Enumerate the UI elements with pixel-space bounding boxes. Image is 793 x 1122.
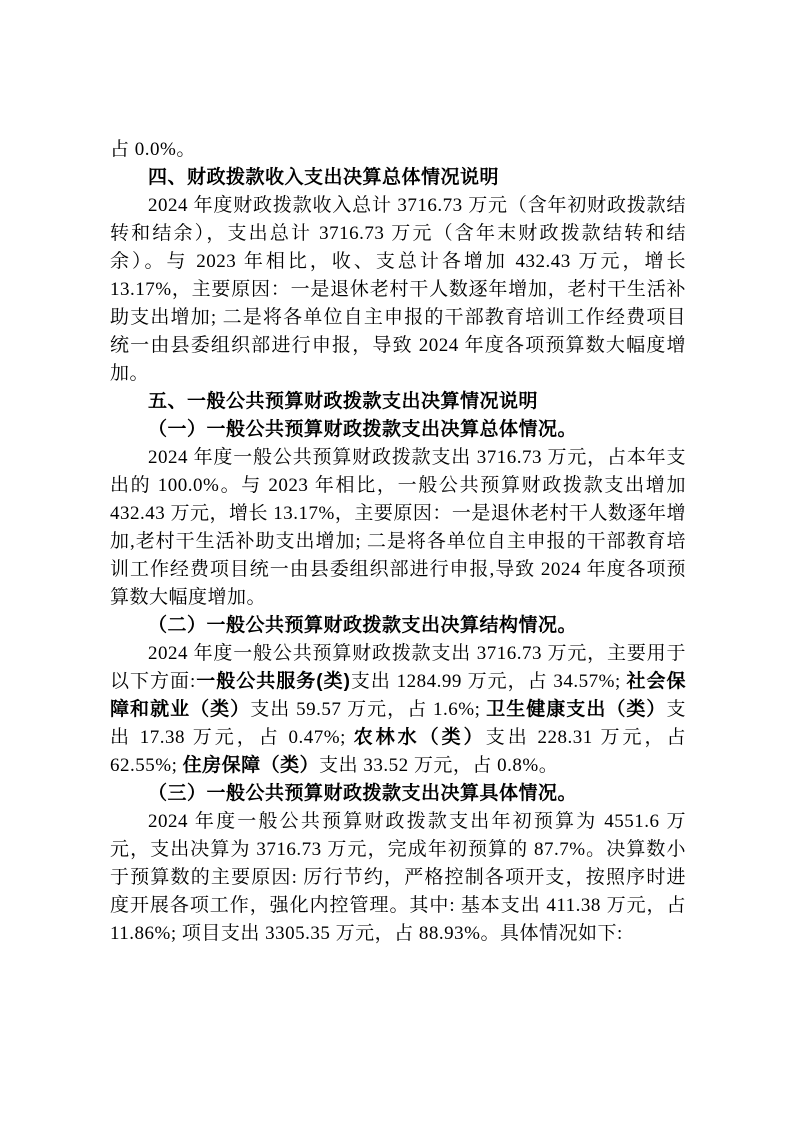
section-5-sub2-paragraph — [110, 640, 686, 780]
text-segment: 2024 年度一般公共预算财政拨款支出 3716.73 万元，主要用于以下方面: — [110, 643, 686, 692]
expenditure-category: 住房保障（类） — [182, 755, 320, 776]
expenditure-category: 农林水（类） — [353, 727, 486, 748]
text-segment: 支出 17.38 万元，占 0.47%; — [110, 699, 686, 748]
section-5-sub1-heading: （一）一般公共预算财政拨款支出决算总体情况。 — [148, 419, 578, 440]
expenditure-category: 社会保障和就业（类） — [110, 671, 687, 720]
text-segment: 支出 228.31 万元，占 62.55%; — [110, 727, 686, 776]
text-segment: 支出 33.52 万元，占 0.8%。 — [319, 755, 559, 776]
section-5-heading: 五、一般公共预算财政拨款支出决算情况说明 — [148, 391, 539, 412]
section-5-sub3-paragraph: 2024 年度一般公共预算财政拨款支出年初预算为 4551.6 万元，支出决算为 3716.73 万元，完成年初预算的 87.7%。决算数小于预算数的主要原因: 厉行节约，严格控制各项开支，按照序时进度开展各项工作，强化内控管理。其中: 基本支出 411.38 万元，占 11.86%; 项目支出 3305.35 万元，占 88.93%。具体情况如下: — [110, 811, 686, 944]
expenditure-category: 卫生健康支出（类） — [486, 699, 667, 720]
section-5-sub2-heading: （二）一般公共预算财政拨款支出决算结构情况。 — [148, 615, 578, 636]
continuation-paragraph: 占 0.0%。 — [110, 139, 196, 160]
section-4-heading: 四、财政拨款收入支出决算总体情况说明 — [148, 167, 500, 188]
section-4-paragraph: 2024 年度财政拨款收入总计 3716.73 万元（含年初财政拨款结转和结余），支出总计 3716.73 万元（含年末财政拨款结转和结余）。与 2023 年相比，收、支总计各增加 432.43 万元，增长 13.17%，主要原因：一是退休老村干人数逐年增加，老村干生活补助支出增加; 二是将各单位自主申报的干部教育培训工作经费项目统一由县委组织部进行申报，导致 2024 年度各项预算数大幅度增加。 — [110, 195, 686, 384]
text-segment: 支出 59.57 万元，占 1.6%; — [250, 699, 487, 720]
section-5-sub1-paragraph: 2024 年度一般公共预算财政拨款支出 3716.73 万元，占本年支出的 100.0%。与 2023 年相比，一般公共预算财政拨款支出增加 432.43 万元，增长 13.17%，主要原因：一是退休老村干人数逐年增加,老村干生活补助支出增加; 二是将各单位自主申报的干部教育培训工作经费项目统一由县委组织部进行申报,导致 2024 年度各项预算数大幅度增加。 — [110, 447, 686, 608]
expenditure-category: 一般公共服务(类) — [195, 671, 351, 692]
section-5-sub3-heading: （三）一般公共预算财政拨款支出决算具体情况。 — [148, 783, 578, 804]
text-segment: 支出 1284.99 万元，占 34.57%; — [350, 671, 627, 692]
